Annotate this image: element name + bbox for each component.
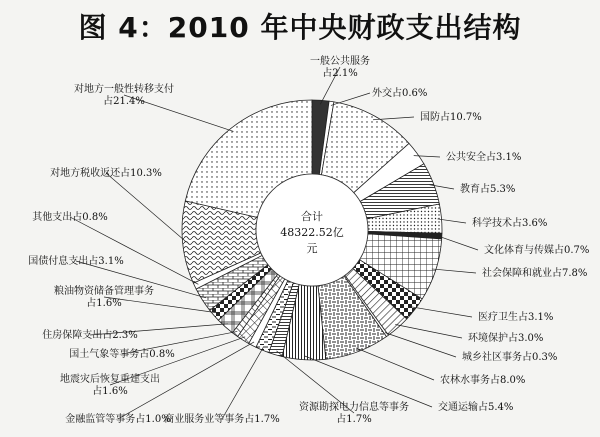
slice-label-16: 金融监管等事务占1.0% — [65, 414, 171, 425]
slice-label-14: 资源勘探电力信息等事务占1.7% — [299, 402, 409, 425]
leader-line-22 — [70, 217, 198, 284]
slice-label-17: 地震灾后恢复重建支出占1.6% — [60, 374, 160, 397]
leader-line-13 — [304, 356, 432, 407]
center-label-line-3: 元 — [306, 242, 318, 255]
chart-title: 图 4：2010 年中央财政支出结构 — [78, 11, 522, 44]
slice-label-22: 其他支出占0.8% — [32, 212, 108, 223]
slice-label-13: 交通运输占5.4% — [438, 402, 514, 413]
slice-label-5: 教育占5.3% — [460, 184, 516, 195]
slice-label-12: 农林水事务占8.0% — [440, 375, 526, 386]
slice-label-3: 国防占10.7% — [420, 112, 482, 123]
slice-label-11: 城乡社区事务占0.3% — [462, 352, 558, 363]
slice-label-4: 公共安全占3.1% — [446, 152, 522, 163]
leader-line-11 — [385, 333, 456, 357]
slice-label-7: 文化体育与传媒占0.7% — [484, 245, 590, 256]
leader-line-7 — [438, 236, 478, 250]
slice-label-24: 对地方一般性转移支付占21.4% — [74, 84, 174, 107]
leader-line-23 — [106, 173, 187, 242]
slice-label-18: 国土气象等事务占0.8% — [69, 349, 175, 360]
slice-label-8: 社会保障和就业占7.8% — [482, 268, 588, 279]
leader-line-9 — [412, 307, 472, 317]
slice-label-15: 商业服务业等事务占1.7% — [164, 414, 280, 425]
slice-label-10: 环境保护占3.0% — [468, 333, 544, 344]
slice-label-2: 外交占0.6% — [372, 88, 428, 99]
slice-label-9: 医疗卫生占3.1% — [478, 312, 554, 323]
center-label-line-2: 48322.52亿 — [280, 226, 344, 239]
slice-label-23: 对地方税收返还占10.3% — [50, 168, 162, 179]
slice-label-6: 科学技术占3.6% — [472, 218, 548, 229]
slice-label-1: 一般公共服务占2.1% — [310, 56, 370, 79]
leader-line-10 — [395, 325, 462, 338]
slice-label-21: 国债付息支出占3.1% — [28, 256, 124, 267]
leader-line-8 — [432, 269, 476, 273]
slice-label-19: 住房保障支出占2.3% — [42, 330, 138, 341]
slice-label-20: 粮油物资储备管理事务占1.6% — [54, 286, 154, 309]
center-label-line-1: 合计 — [301, 210, 323, 223]
leader-line-2 — [331, 93, 370, 105]
leader-line-15 — [222, 346, 264, 419]
leader-line-12 — [356, 348, 434, 380]
